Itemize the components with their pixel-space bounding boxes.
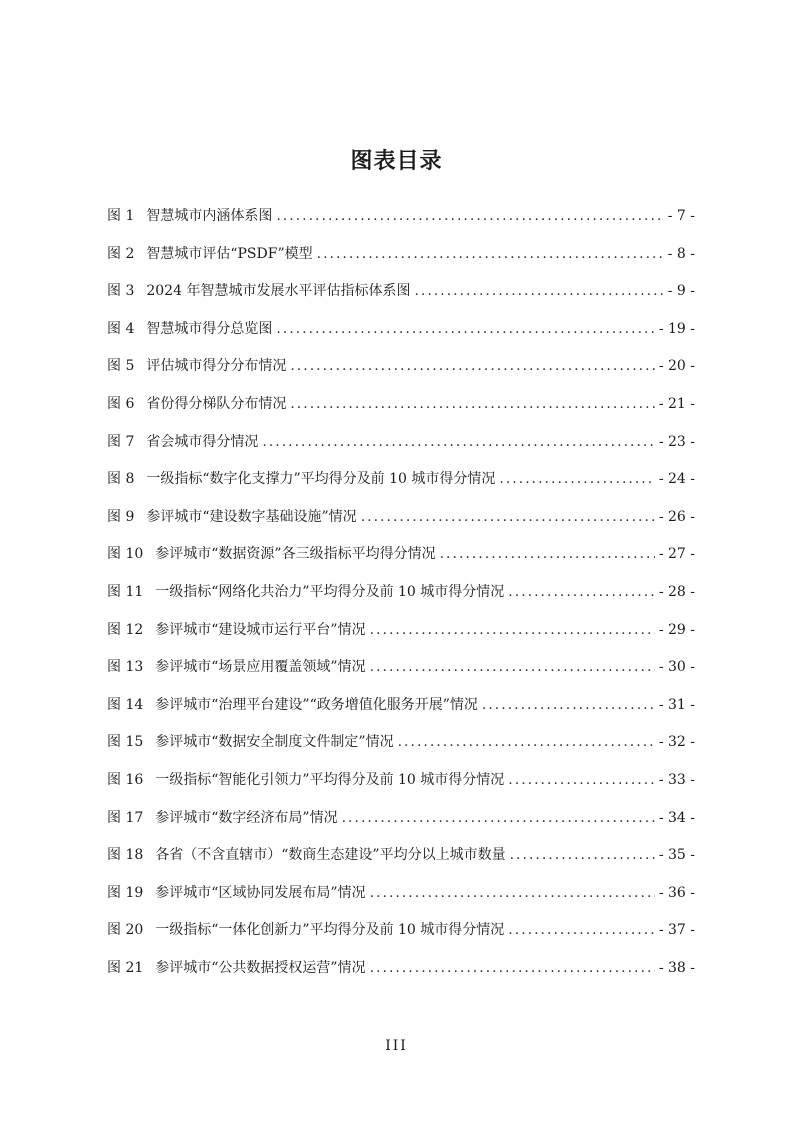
figure-number: 图 20 — [107, 922, 144, 939]
dot-leader — [276, 313, 654, 345]
figure-number: 图 16 — [107, 771, 144, 788]
figure-number: 图 11 — [107, 583, 144, 600]
figure-title: 参评城市“场景应用覆盖领域”情况 — [155, 659, 366, 676]
dot-leader — [499, 463, 654, 495]
toc-entry[interactable] — [107, 313, 695, 351]
figure-number: 图 7 — [107, 433, 135, 450]
page-reference: - 9 - — [667, 283, 695, 300]
figure-number: 图 3 — [107, 283, 135, 300]
figure-number: 图 10 — [107, 546, 144, 563]
page-reference: - 27 - — [658, 546, 695, 563]
toc-entry[interactable] — [107, 614, 695, 652]
dot-leader — [510, 839, 655, 871]
figure-title: 参评城市“建设数字基础设施”情况 — [146, 508, 357, 525]
toc-entry[interactable] — [107, 275, 695, 313]
dot-leader — [370, 877, 655, 909]
dot-leader — [414, 275, 663, 307]
toc-entry[interactable] — [107, 538, 695, 576]
dot-leader — [508, 914, 655, 946]
toc-entry[interactable] — [107, 463, 695, 501]
figure-number: 图 19 — [107, 884, 144, 901]
page-reference: - 29 - — [658, 621, 695, 638]
figure-title: 省会城市得分情况 — [146, 433, 259, 450]
table-of-figures — [107, 200, 695, 989]
figure-title: 参评城市“建设城市运行平台”情况 — [155, 621, 366, 638]
toc-entry[interactable] — [107, 914, 695, 952]
toc-entry[interactable] — [107, 839, 695, 877]
page-reference: - 23 - — [658, 433, 695, 450]
figure-title: 省份得分梯队分布情况 — [146, 395, 287, 412]
figure-title: 智慧城市得分总览图 — [146, 320, 273, 337]
toc-entry[interactable] — [107, 501, 695, 539]
page-reference: - 36 - — [658, 884, 695, 901]
figure-title: 一级指标“一体化创新力”平均得分及前 10 城市得分情况 — [155, 922, 505, 939]
dot-leader — [342, 802, 655, 834]
figure-number: 图 8 — [107, 471, 135, 488]
toc-entry[interactable] — [107, 238, 695, 276]
figure-number: 图 13 — [107, 659, 144, 676]
page-reference: - 31 - — [658, 696, 695, 713]
toc-entry[interactable] — [107, 689, 695, 727]
figure-title: 参评城市“区域协同发展布局”情况 — [155, 884, 366, 901]
dot-leader — [508, 576, 655, 608]
figure-number: 图 6 — [107, 395, 135, 412]
figure-number: 图 14 — [107, 696, 144, 713]
dot-leader — [317, 238, 664, 270]
dot-leader — [508, 764, 655, 796]
page-number: III — [385, 1038, 408, 1054]
figure-title: 一级指标“数字化支撑力”平均得分及前 10 城市得分情况 — [146, 471, 496, 488]
figure-title: 参评城市“数据安全制度文件制定”情况 — [155, 734, 394, 751]
page-reference: - 20 - — [658, 358, 695, 375]
dot-leader — [440, 538, 655, 570]
dot-leader — [290, 350, 654, 382]
page-reference: - 30 - — [658, 659, 695, 676]
dot-leader — [262, 426, 654, 458]
page-reference: - 35 - — [658, 847, 695, 864]
figure-title: 各省（不含直辖市）“数商生态建设”平均分以上城市数量 — [155, 847, 506, 864]
toc-entry[interactable] — [107, 388, 695, 426]
dot-leader — [482, 689, 655, 721]
toc-entry[interactable] — [107, 802, 695, 840]
dot-leader — [370, 952, 655, 984]
figure-title: 2024 年智慧城市发展水平评估指标体系图 — [146, 283, 411, 300]
dot-leader — [398, 726, 655, 758]
figure-number: 图 12 — [107, 621, 144, 638]
figure-number: 图 4 — [107, 320, 135, 337]
toc-entry[interactable] — [107, 726, 695, 764]
toc-entry[interactable] — [107, 426, 695, 464]
page-reference: - 26 - — [658, 508, 695, 525]
page-reference: - 32 - — [658, 734, 695, 751]
toc-entry[interactable] — [107, 877, 695, 915]
figure-number: 图 5 — [107, 358, 135, 375]
figure-number: 图 21 — [107, 959, 144, 976]
dot-leader — [361, 501, 655, 533]
toc-entry[interactable] — [107, 350, 695, 388]
figure-number: 图 1 — [107, 208, 135, 224]
figure-title: 参评城市“治理平台建设”“政务增值化服务开展”情况 — [155, 696, 478, 713]
dot-leader — [370, 614, 655, 646]
figure-title: 一级指标“网络化共治力”平均得分及前 10 城市得分情况 — [155, 583, 505, 600]
toc-entry[interactable] — [107, 952, 695, 990]
figure-title: 参评城市“数据资源”各三级指标平均得分情况 — [155, 546, 436, 563]
toc-entry[interactable] — [107, 764, 695, 802]
figure-title: 参评城市“数字经济布局”情况 — [155, 809, 338, 826]
dot-leader — [290, 388, 654, 420]
page-reference: - 8 - — [667, 245, 695, 262]
figure-number: 图 17 — [107, 809, 144, 826]
dot-leader — [370, 651, 655, 683]
page-reference: - 7 - — [667, 208, 695, 224]
figure-number: 图 18 — [107, 847, 144, 864]
figure-number: 图 2 — [107, 245, 135, 262]
figure-title: 智慧城市内涵体系图 — [146, 208, 273, 224]
page-reference: - 24 - — [658, 471, 695, 488]
page-reference: - 37 - — [658, 922, 695, 939]
page-reference: - 28 - — [658, 583, 695, 600]
toc-entry[interactable] — [107, 651, 695, 689]
page-title: 图表目录 — [350, 149, 443, 174]
figure-number: 图 9 — [107, 508, 135, 525]
toc-entry[interactable] — [107, 200, 695, 238]
page-reference: - 19 - — [658, 320, 695, 337]
toc-entry[interactable] — [107, 576, 695, 614]
page-reference: - 38 - — [658, 959, 695, 976]
page-reference: - 34 - — [658, 809, 695, 826]
figure-title: 评估城市得分分布情况 — [146, 358, 287, 375]
figure-number: 图 15 — [107, 734, 144, 751]
page-reference: - 21 - — [658, 395, 695, 412]
figure-title: 智慧城市评估“PSDF”模型 — [146, 245, 313, 262]
figure-title: 一级指标“智能化引领力”平均得分及前 10 城市得分情况 — [155, 771, 505, 788]
figure-title: 参评城市“公共数据授权运营”情况 — [155, 959, 366, 976]
page-reference: - 33 - — [658, 771, 695, 788]
dot-leader — [276, 200, 663, 232]
